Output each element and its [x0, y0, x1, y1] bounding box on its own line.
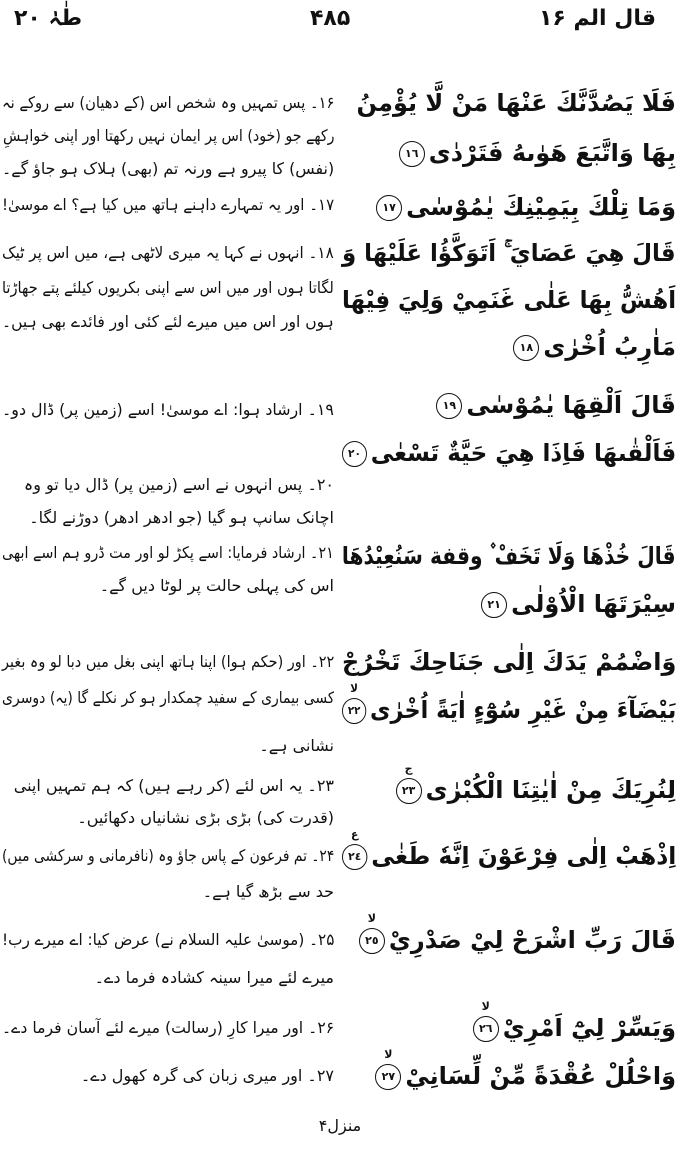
translation-line: ۲۰۔ پس انہوں نے اسے (زمین پر) ڈال دیا تو وہ [23, 475, 334, 494]
verse-line [376, 187, 676, 227]
translation-line: میرے لئے میرا سینہ کشادہ فرما دے۔ [94, 968, 334, 987]
verse-line [513, 327, 676, 367]
waqf-stop-mark: لا [384, 1048, 393, 1061]
urdu-translation-column [0, 0, 334, 1170]
verse-text: بِهَا وَاتَّبَعَ هَوٰىهُ فَتَرْدٰى [428, 139, 676, 167]
surah-header: طٰہٰ ۲۰ [14, 6, 83, 31]
translation-line: (قدرت کی) بڑی بڑی نشانیاں دکھائیں۔ [77, 808, 334, 827]
ayah-number: ٢٦ [478, 1022, 493, 1035]
ayah-number-marker: ٢١ [481, 592, 507, 618]
verse-text: سِيْرَتَهَا الْاُوْلٰى [511, 590, 676, 618]
ayah-number: ٢٣ [401, 784, 416, 797]
verse-line [342, 536, 676, 576]
translation-line: ۲۶۔ اور میرا کارِ (رسالت) میرے لئے آسان فرما دے۔ [1, 1018, 334, 1037]
verse-line [399, 133, 676, 173]
verse-line [436, 385, 676, 425]
verse-text: فَلَا يَصُدَّنَّكَ عَنْهَا مَنْ لَّا يُؤْمِنُ [356, 89, 676, 117]
translation-line: ۲۲۔ اور (حکم ہوا) اپنا ہاتھ اپنی بغل میں دبا لو وہ بغیر [1, 652, 334, 671]
ayah-number-marker [473, 1000, 499, 1042]
verse-text: وَاحْلُلْ عُقْدَةً مِّنْ لِّسَانِيْ [405, 1062, 676, 1090]
ayah-number-marker: ١٨ [513, 335, 539, 361]
translation-line: ۱۹۔ ارشاد ہوا: اے موسیٰ! اسے (زمین پر) ڈال دو۔ [2, 400, 334, 419]
verse-line [342, 280, 676, 320]
translation-line: حد سے بڑھ گیا ہے۔ [202, 882, 334, 901]
verse-line [342, 682, 676, 730]
ayah-number-marker [396, 762, 422, 804]
ayah-number-marker: ١٧ [376, 195, 402, 221]
translation-line: ۱۸۔ انہوں نے کہا یہ میری لاٹھی ہے، میں اس پر ٹیک [2, 243, 334, 262]
translation-line: ۲۴۔ تم فرعون کے پاس جاؤ وہ (نافرمانی و سرکشی میں) [1, 846, 334, 865]
verse-line [375, 1048, 676, 1096]
waqf-stop-mark: لا [481, 1000, 490, 1013]
translation-line: کسی بیماری کے سفید چمکدار ہو کر نکلے گا (یہ) دوسری [1, 688, 334, 707]
waqf-stop-mark: لا [350, 682, 358, 695]
verse-line [357, 83, 677, 123]
verse-text: وَاضْمُمْ يَدَكَ اِلٰى جَنَاحِكَ تَخْرُجْ [341, 648, 676, 676]
verse-text: فَاَلْقٰىهَا فَاِذَا هِيَ حَيَّةٌ تَسْعٰى [370, 439, 676, 467]
ayah-number: ٢٥ [365, 934, 379, 947]
page-number: ۴۸۵ [310, 6, 351, 31]
verse-line [342, 233, 676, 273]
verse-text: اِذْهَبْ اِلٰى فِرْعَوْنَ اِنَّهٗ طَغٰى [370, 842, 676, 870]
translation-line: اچانک سانپ ہو گیا (جو ادھر ادھر) دوڑنے لگا۔ [29, 508, 334, 527]
verse-text: قَالَ هِيَ عَصَايَ ۚ اَتَوَكَّؤُا عَلَيْهَا وَ [342, 239, 676, 267]
verse-line [473, 1000, 676, 1048]
translation-line: (نفس) کا پیرو ہے ورنہ تم (بھی) ہلاک ہو جاؤ گے۔ [1, 159, 334, 178]
ayah-number-marker: ١٩ [436, 393, 462, 419]
translation-line: لگاتا ہوں اور میں اس سے اپنی بکریوں کیلئے پتے جھاڑتا [2, 278, 334, 297]
waqf-stop-mark: ج [404, 762, 413, 775]
verse-text: اَهُشُّ بِهَا عَلٰى غَنَمِيْ وَلِيَ فِيْهَا [341, 286, 676, 314]
ayah-number: ٢٤ [347, 850, 361, 863]
ayah-number: ٢٢ [347, 704, 361, 717]
verse-text: وَمَا تِلْكَ بِيَمِيْنِكَ يٰمُوْسٰى [406, 193, 676, 221]
ruku-mark: ع [350, 828, 359, 841]
ayah-number-marker: ٢٠ [342, 441, 367, 467]
verse-text: وَيَسِّرْ لِيْٓ اَمْرِيْ [502, 1014, 676, 1042]
verse-text: لِنُرِيَكَ مِنْ اٰيٰتِنَا الْكُبْرٰى [425, 776, 676, 804]
ayah-number-marker: ١٦ [399, 141, 425, 167]
translation-line: ۲۷۔ اور میری زبان کی گرہ کھول دے۔ [80, 1066, 334, 1085]
arabic-text-column [340, 0, 676, 1170]
verse-line [481, 584, 676, 624]
manzil-footer: منزل۴ [318, 1116, 362, 1135]
verse-text: بَيْضَآءَ مِنْ غَيْرِ سُوْٓءٍ اٰيَةً اُخْرٰى [369, 696, 676, 724]
ayah-number-marker [375, 1048, 401, 1090]
ayah-number: ٢٧ [381, 1070, 396, 1083]
ayah-number-marker [359, 912, 385, 954]
translation-line: ۲۵۔ (موسیٰ علیہ السلام نے) عرض کیا: اے میرے رب! [1, 930, 334, 949]
translation-line: ہوں اور اس میں میرے لئے کئی اور فائدے بھی ہیں۔ [2, 312, 334, 331]
verse-text: مَاٰرِبُ اُخْرٰى [543, 333, 676, 361]
translation-line: رکھے جو (خود) اس پر ایمان نہیں رکھتا اور اپنی خواہشِ [2, 126, 334, 145]
verse-line [342, 433, 676, 473]
translation-line: اس کی پہلی حالت پر لوٹا دیں گے۔ [99, 576, 334, 595]
verse-text: قَالَ خُذْهَا وَلَا تَخَفْ ۫ وقفة سَنُعِيْدُهَا [342, 542, 676, 570]
verse-line [359, 912, 676, 960]
translation-line: ۲۳۔ یہ اس لئے (کر رہے ہیں) کہ ہم تمہیں اپنی [13, 776, 334, 795]
waqf-stop-mark: لا [367, 912, 376, 925]
translation-line: ۲۱۔ ارشاد فرمایا: اسے پکڑ لو اور مت ڈرو ہم اسے ابھی [2, 543, 334, 562]
verse-line [342, 642, 676, 682]
translation-line: ۱۶۔ پس تمہیں وہ شخص اس (کے دھیان) سے روکے نہ [1, 93, 334, 112]
translation-line: نشانی ہے۔ [259, 736, 334, 755]
verse-line [396, 762, 676, 810]
ayah-number-marker [342, 828, 367, 870]
juz-header: قال الم ۱۶ [539, 6, 656, 31]
ayah-number-marker [342, 682, 366, 724]
verse-line [342, 828, 676, 876]
verse-text: قَالَ رَبِّ اشْرَحْ لِيْ صَدْرِيْ [388, 926, 676, 954]
verse-text: قَالَ اَلْقِهَا يٰمُوْسٰى [466, 391, 676, 419]
translation-line: ۱۷۔ اور یہ تمہارے داہنے ہاتھ میں کیا ہے؟ اے موسیٰ! [1, 195, 334, 214]
